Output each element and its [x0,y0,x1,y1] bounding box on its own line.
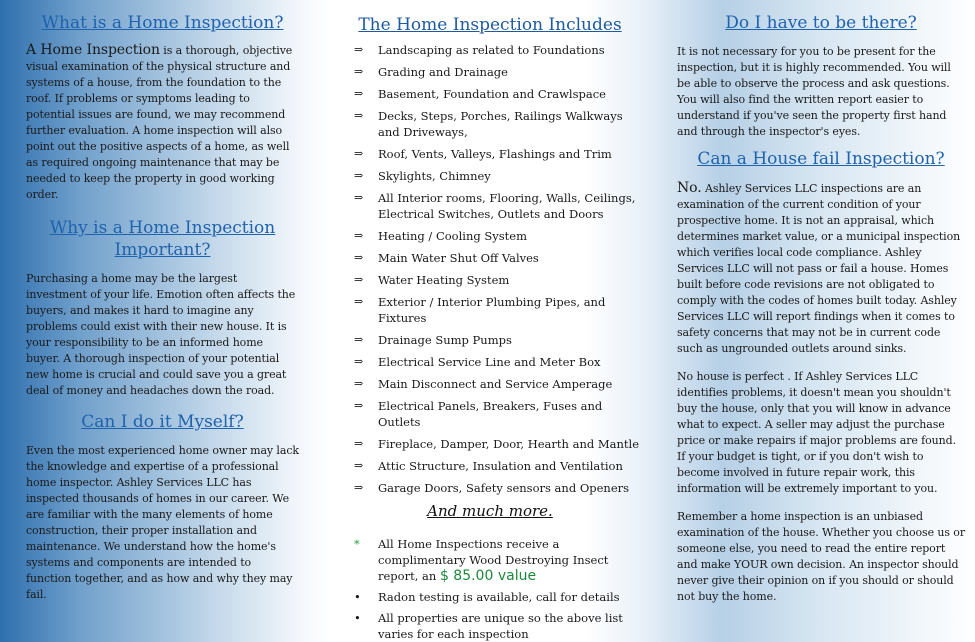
inspection-item [340,228,640,244]
why-title: Why is a Home Inspection Important? [49,218,276,260]
fail-body [677,180,965,357]
inspection-items-list [340,42,640,496]
arrow-icon: ⇒ [354,147,364,160]
inspection-item [340,272,640,288]
inspection-item-text: Electrical Service Line and Meter Box [378,355,601,369]
arrow-icon: ⇒ [354,191,364,204]
inspection-item-text: Heating / Cooling System [378,229,527,243]
inspection-item-text: Landscaping as related to Foundations [378,43,605,57]
what-title: What is a Home Inspection? [41,13,284,33]
dot-bullet: • [354,590,361,604]
inspection-item-text: Decks, Steps, Porches, Railings Walkways and Driveways, [378,109,623,139]
arrow-icon: ⇒ [354,481,364,494]
fail-lead: No. [677,180,702,196]
right-panel [665,0,975,622]
why-body: Purchasing a home may be the largest investment of your life. Emotion often affects the buyers, and makes it hard to imagine any problems could exist with their new house. It is your responsibility to be an informed home buyer. A thorough inspection of your potential new home is crucial and could save you a great deal of money and headaches down the road. [26,272,296,397]
inspection-item [340,436,640,452]
inspection-item-text: Drainage Sump Pumps [378,333,512,347]
inspection-item [340,108,640,140]
price-value: $ 85.00 value [439,568,537,584]
inspection-item-text: Main Water Shut Off Valves [378,251,539,265]
inspection-item [340,250,640,266]
inspection-item-text: Basement, Foundation and Crawlspace [378,87,606,101]
arrow-icon: ⇒ [354,273,364,286]
inspection-item [340,86,640,102]
what-lead: A Home Inspection [26,42,160,58]
arrow-icon: ⇒ [354,43,364,56]
note-radon-text: Radon testing is available, call for details [378,590,620,604]
inspection-item [340,376,640,392]
includes-title: The Home Inspection Includes [358,15,622,35]
inspection-item [340,64,640,80]
inspection-item-text: Attic Structure, Insulation and Ventilation [378,459,623,473]
inspection-item [340,294,640,326]
and-much-more: And much more. [427,502,553,520]
inspection-item-text: Skylights, Chimney [378,169,491,183]
arrow-icon: ⇒ [354,87,364,100]
note-unique-text: All properties are unique so the above list varies for each inspection [378,611,623,641]
arrow-icon: ⇒ [354,355,364,368]
inspection-item-text: Exterior / Interior Plumbing Pipes, and Fixtures [378,295,606,325]
arrow-icon: ⇒ [354,169,364,182]
inspection-item [340,458,640,474]
dot-bullet: • [354,611,361,625]
arrow-icon: ⇒ [354,295,364,308]
left-panel [0,0,325,622]
diy-body: Even the most experienced home owner may lack the knowledge and expertise of a professional home inspector. Ashley Services LLC has inspected thousands of homes in our career. We are familiar with the many elements of home construction, their proper installation and maintenance. We understand how the home's systems and components are intended to function together, and as how and why they may fail. [26,444,299,601]
inspection-item [340,354,640,370]
inspection-item-text: Water Heating System [378,273,510,287]
inspection-item-text: All Interior rooms, Flooring, Walls, Ceilings, Electrical Switches, Outlets and Doors [378,191,636,221]
inspection-item-text: Garage Doors, Safety sensors and Openers [378,481,630,495]
note-unique [340,610,640,642]
there-title: Do I have to be there? [725,13,917,33]
notes-list [340,536,640,642]
arrow-icon: ⇒ [354,251,364,264]
note-radon [340,589,640,605]
arrow-icon: ⇒ [354,399,364,412]
diy-title: Can I do it Myself? [81,412,244,432]
inspection-item-text: Main Disconnect and Service Amperage [378,377,613,391]
inspection-item [340,398,640,430]
arrow-icon: ⇒ [354,65,364,78]
middle-panel [330,0,640,641]
arrow-icon: ⇒ [354,333,364,346]
inspection-item [340,480,640,496]
inspection-item [340,146,640,162]
inspection-item [340,168,640,184]
arrow-icon: ⇒ [354,377,364,390]
arrow-icon: ⇒ [354,229,364,242]
fail-text: Ashley Services LLC inspections are an examination of the current condition of your prospective home. It is not an appraisal, which determines market value, or a municipal inspection which verifies local code compliance. Ashley Services LLC will not pass or fail a house. Homes built before code revisions are not obligated to comply with the codes of homes built today. Ashley Services LLC will report findings when it comes to safety concerns that may not be in current code such as ungrounded outlets around sinks. [677,182,961,355]
inspection-item-text: Roof, Vents, Valleys, Flashings and Trim [378,147,612,161]
inspection-item-text: Grading and Drainage [378,65,508,79]
perfect-body: No house is perfect . If Ashley Services LLC identifies problems, it doesn't mean you shouldn't buy the house, only that you will know in advance what to expect. A seller may adjust the purchase price or make repairs if major problems are found. If your budget is tight, or if you don't wish to become involved in future repair work, this information will be extremely important to you. [677,370,956,495]
note-wdi-text: All Home Inspections receive a complimentary Wood Destroying Insect report, an [378,537,609,583]
inspection-item-text: Electrical Panels, Breakers, Fuses and Outlets [378,399,603,429]
star-bullet: * [354,537,360,551]
remember-body: Remember a home inspection is an unbiased examination of the house. Whether you choose us or someone else, you need to read the entire report and make YOUR own decision. An inspector should never give their opinion on if you should or should not buy the home. [677,510,965,603]
fail-title: Can a House fail Inspection? [697,149,945,169]
note-wdi [340,536,640,584]
inspection-item [340,42,640,58]
arrow-icon: ⇒ [354,459,364,472]
what-text: is a thorough, objective visual examination of the physical structure and systems of a house, from the foundation to the roof. If problems or symptoms leading to potential issues are found, we may recommend further evaluation. A home inspection will also point out the positive aspects of a home, as well as required ongoing maintenance that may be needed to keep the property in good working order. [26,44,293,201]
inspection-item [340,332,640,348]
what-body [26,42,299,203]
arrow-icon: ⇒ [354,437,364,450]
inspection-item-text: Fireplace, Damper, Door, Hearth and Mantle [378,437,640,451]
inspection-item [340,190,640,222]
there-body: It is not necessary for you to be present for the inspection, but it is highly recommended. You will be able to observe the process and ask questions. You will also find the written report easier to understand if you've seen the property first hand and through the inspector's eyes. [677,45,951,138]
arrow-icon: ⇒ [354,109,364,122]
